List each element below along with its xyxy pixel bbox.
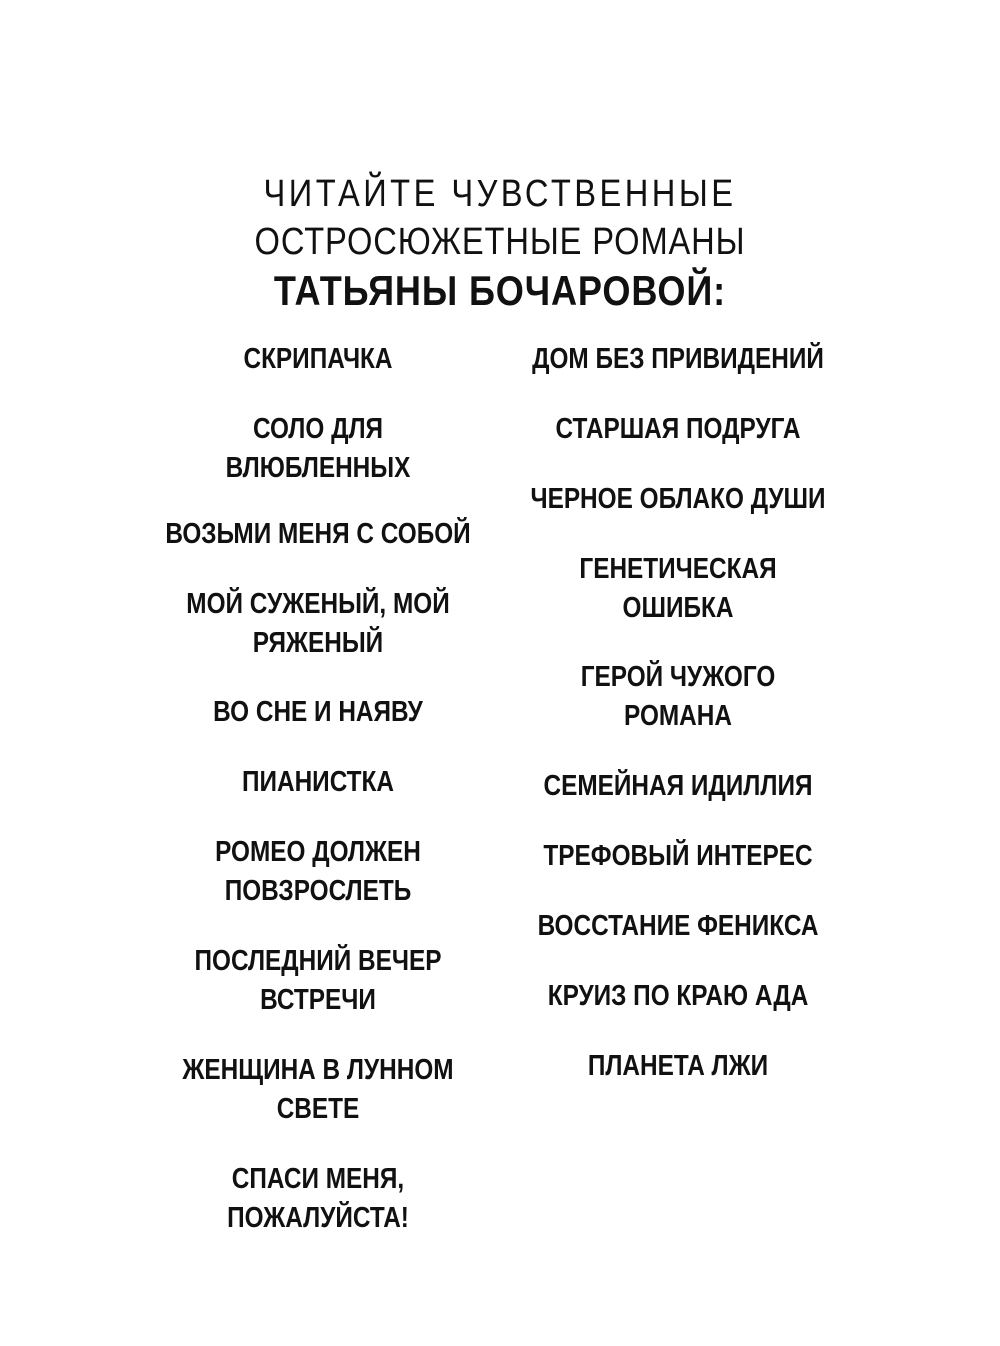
book-title: ПОСЛЕДНИЙ ВЕЧЕР ВСТРЕЧИ — [194, 945, 442, 1016]
header-line-1: ЧИТАЙТЕ ЧУВСТВЕННЫЕ — [263, 173, 737, 215]
book-title: РОМЕО ДОЛЖЕН ПОВЗРОСЛЕТЬ — [215, 836, 421, 907]
book-title: ТРЕФОВЫЙ ИНТЕРЕС — [543, 840, 813, 872]
book-title: ЧЕРНОЕ ОБЛАКО ДУШИ — [530, 483, 826, 515]
book-title: ВОЗЬМИ МЕНЯ С СОБОЙ — [165, 518, 471, 550]
book-title: СПАСИ МЕНЯ, ПОЖАЛУЙСТА! — [227, 1163, 409, 1234]
page-header — [0, 170, 1000, 316]
header-author: ТАТЬЯНЫ БОЧАРОВОЙ: — [273, 267, 727, 314]
book-title: ВОССТАНИЕ ФЕНИКСА — [537, 910, 819, 942]
book-title: ГЕНЕТИЧЕСКАЯ ОШИБКА — [579, 553, 777, 624]
book-title: ПИАНИСТКА — [241, 766, 395, 798]
book-title: ЖЕНЩИНА В ЛУННОМ СВЕТЕ — [182, 1054, 454, 1125]
book-title: МОЙ СУЖЕНЫЙ, МОЙ РЯЖЕНЫЙ — [186, 588, 450, 659]
book-title: ГЕРОЙ ЧУЖОГО РОМАНА — [580, 661, 776, 732]
book-title: ПЛАНЕТА ЛЖИ — [587, 1050, 769, 1082]
book-title: ДОМ БЕЗ ПРИВИДЕНИЙ — [532, 343, 824, 375]
header-line-2: ОСТРОСЮЖЕТНЫЕ РОМАНЫ — [254, 221, 746, 263]
book-title: ВО СНЕ И НАЯВУ — [213, 696, 423, 728]
book-title: КРУИЗ ПО КРАЮ АДА — [547, 980, 809, 1012]
book-title: СЕМЕЙНАЯ ИДИЛЛИЯ — [543, 770, 813, 802]
book-title: СТАРШАЯ ПОДРУГА — [555, 413, 801, 445]
left-title-column — [108, 340, 528, 1238]
book-title: СКРИПАЧКА — [243, 343, 393, 375]
right-title-column — [468, 340, 888, 1086]
book-title: СОЛО ДЛЯ ВЛЮБЛЕННЫХ — [225, 413, 411, 484]
